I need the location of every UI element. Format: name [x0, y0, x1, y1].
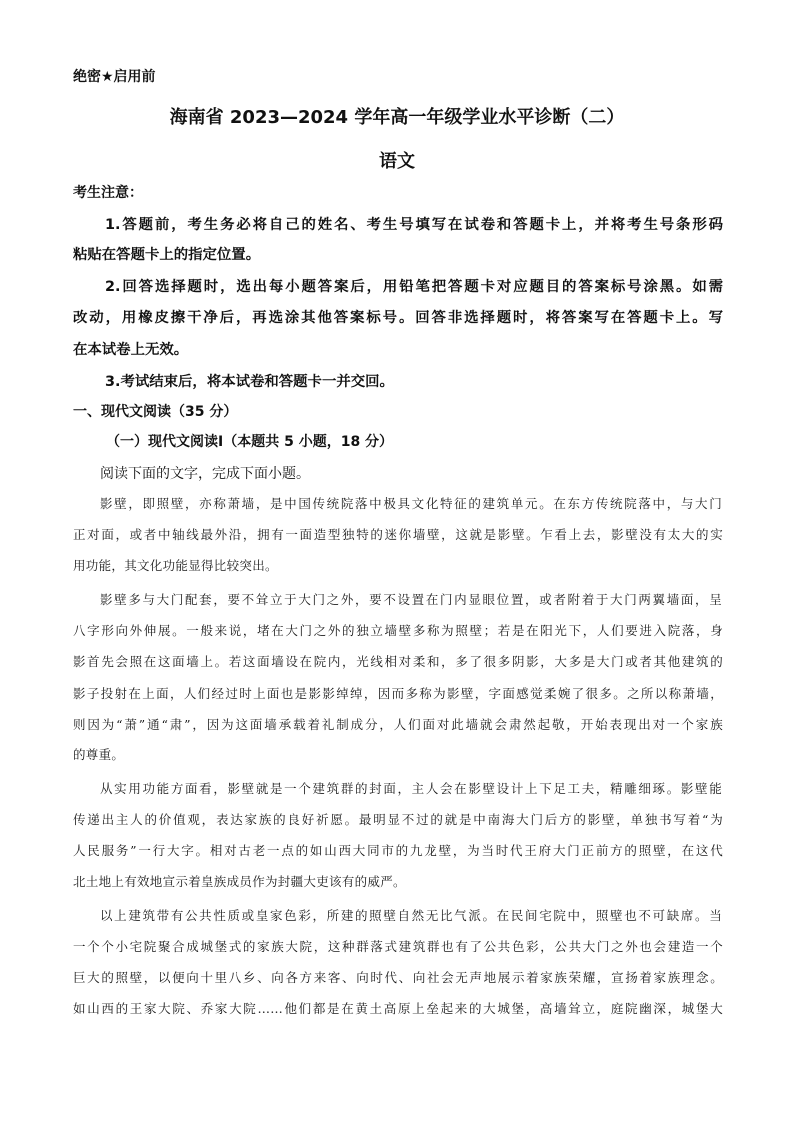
passage-line: 以上建筑带有公共性质或皇家色彩，所建的照壁自然无比气派。在民间宅院中，照壁也不可缺席。当: [100, 908, 722, 923]
notice-line: 在本试卷上无效。: [73, 342, 189, 358]
subsection-title: （一）现代文阅读Ⅰ（本题共 5 小题，18 分）: [106, 434, 394, 450]
notice-line: 改动，用橡皮擦干净后，再选涂其他答案标号。回答非选择题时，将答案写在答题卡上。写: [73, 310, 723, 326]
notice-line: 3.考试结束后，将本试卷和答题卡一并交回。: [105, 374, 394, 390]
passage-line: 则因为“萧”通“肃”，因为这面墙承载着礼制成分，人们面对此墙就会肃然起敬，开始表现出对一个家族: [73, 717, 723, 732]
passage-line: 人民服务”一行大字。相对古老一点的如山西大同市的九龙壁，为当时代王府大门正前方的照壁，在这代: [73, 843, 723, 858]
passage-line: 的尊重。: [73, 747, 125, 762]
passage-line: 传递出主人的价值观，表达家族的良好祈愿。最明显不过的就是中南海大门后方的影壁，单独书写着“为: [73, 812, 723, 827]
passage-line: 一个个小宅院聚合成城堡式的家族大院，这种群落式建筑群也有了公共色彩，公共大门之外也会建造一个: [73, 939, 723, 954]
passage-line: 用功能，其文化功能显得比较突出。: [73, 558, 278, 573]
passage-line: 如山西的王家大院、乔家大院……他们都是在黄土高原上垒起来的大城堡，高墙耸立，庭院幽深，城堡大: [73, 1001, 723, 1016]
notice-line: 2.回答选择题时，选出每小题答案后，用铅笔把答题卡对应题目的答案标号涂黑。如需: [105, 279, 723, 295]
passage-line: 正对面，或者中轴线最外沿，拥有一面造型独特的迷你墙壁，这就是影壁。乍看上去，影壁没有太大的实: [73, 527, 723, 542]
passage-line: 巨大的照壁，以便向十里八乡、向各方来客、向时代、向社会无声地展示着家族荣耀，宣扬着家族理念。: [73, 970, 723, 985]
passage-line: 影壁多与大门配套，要不耸立于大门之外，要不设置在门内显眼位置，或者附着于大门两翼墙面，呈: [100, 592, 722, 607]
exam-title: 海南省 2023—2024 学年高一年级学业水平诊断（二）: [169, 107, 625, 128]
subject-title: 语文: [379, 151, 415, 172]
passage-line: 八字形向外伸展。一般来说，堵在大门之外的独立墙壁多称为照壁；若是在阳光下，人们要进入院落，身: [73, 623, 723, 638]
confidential-mark: 绝密★启用前: [73, 69, 156, 85]
passage-line: 影子投射在上面，人们经过时上面也是影影绰绰，因而多称为影壁，字面感觉柔婉了很多。之所以称萧墙，: [73, 686, 723, 701]
passage-line: 影首先会照在这面墙上。若这面墙设在院内，光线相对柔和，多了很多阴影，大多是大门或者其他建筑的: [73, 654, 723, 669]
notice-heading: 考生注意：: [73, 185, 143, 201]
section-title: 一、现代文阅读（35 分）: [73, 404, 238, 420]
reading-instruction: 阅读下面的文字，完成下面小题。: [100, 466, 310, 482]
passage-line: 影壁，即照壁，亦称萧墙，是中国传统院落中极具文化特征的建筑单元。在东方传统院落中，与大门: [100, 496, 722, 511]
notice-line: 1.答题前，考生务必将自己的姓名、考生号填写在试卷和答题卡上，并将考生号条形码: [105, 217, 723, 233]
notice-line: 粘贴在答题卡上的指定位置。: [73, 247, 261, 263]
passage-line: 从实用功能方面看，影壁就是一个建筑群的封面，主人会在影壁设计上下足工夫，精雕细琢。影壁能: [100, 781, 722, 796]
passage-line: 北土地上有效地宣示着皇族成员作为封疆大吏该有的威严。: [73, 874, 406, 889]
